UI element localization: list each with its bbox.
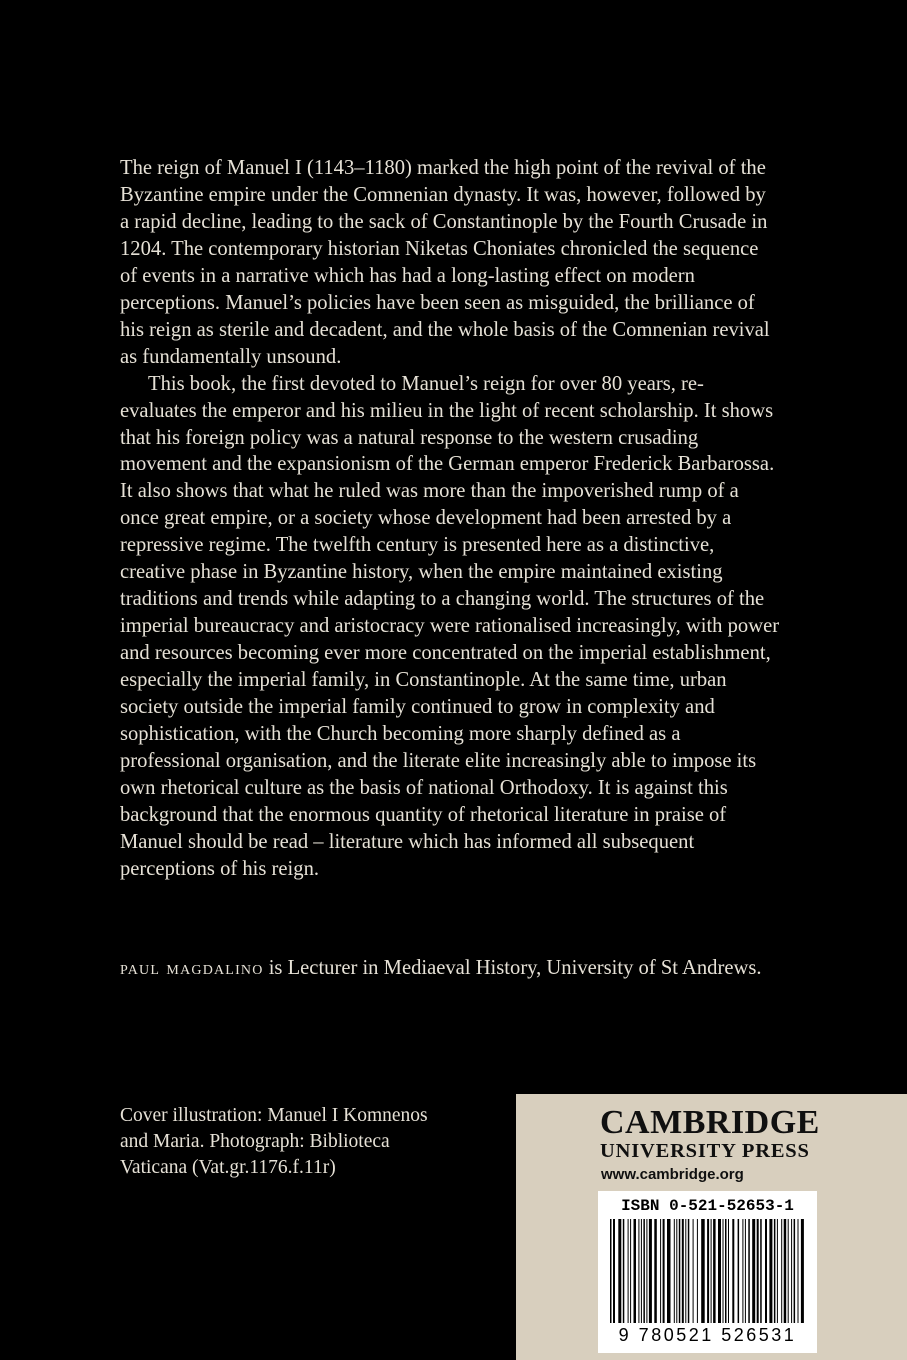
barcode-bar <box>613 1219 615 1323</box>
publisher-name: CAMBRIDGE <box>600 1104 820 1141</box>
barcode-bar <box>674 1219 675 1323</box>
barcode-bar <box>641 1219 642 1323</box>
publisher-url: www.cambridge.org <box>601 1166 744 1183</box>
cover-credit: Cover illustration: Manuel I Komnenos and Maria. Photograph: Biblioteca Vaticana (Vat.gr.1176.f.11r) <box>120 1105 428 1178</box>
barcode-bar <box>682 1219 684 1323</box>
barcode-bar <box>610 1219 612 1323</box>
barcode-bar <box>701 1219 705 1323</box>
barcode-bar <box>794 1219 796 1323</box>
barcode-bar <box>745 1219 746 1323</box>
barcode-bar <box>711 1219 712 1323</box>
publisher-subtitle: UNIVERSITY PRESS <box>600 1140 810 1162</box>
description-paragraph-2: This book, the first devoted to Manuel’s reign for over 80 years, re-evaluates the emperor and his milieu in the light of recent scholarship. It shows that his foreign policy was a natural response to the western crusading movement and the expansionism of the German emperor Frederick Barbarossa. It also shows that what he ruled was more than the impoverished rump of a once great empire, or a society whose development had been arrested by a repressive regime. The twelfth century is presented here as a distinctive, creative phase in Byzantine history, when the empire maintained existing traditions and trends while adapting to a changing world. The structures of the imperial bureaucracy and aristocracy were rationalised increasingly, with power and resources becoming ever more concentrated on the imperial establishment, especially the imperial family, in Constantinople. At the same time, urban society outside the imperial family continued to grow in complexity and sophistication, with the Church becoming more sharply defined as a professional organisation, and the literate elite increasingly able to impose its own rhetorical culture as the basis of national Orthodoxy. It is against this background that the enormous quantity of rhetorical literature in praise of Manuel should be read – literature which has informed all subsequent perceptions of his reign. <box>120 372 780 880</box>
barcode-number: 9 780521 526531 <box>618 1325 797 1345</box>
author-note <box>120 955 800 982</box>
barcode-bar <box>679 1219 681 1323</box>
barcode-bar <box>738 1219 740 1323</box>
barcode-bar <box>742 1219 743 1323</box>
barcode-bar <box>660 1219 661 1323</box>
barcode-bar <box>649 1219 652 1323</box>
barcode-bar <box>728 1219 729 1323</box>
barcode-bar <box>757 1219 759 1323</box>
barcode-bar <box>667 1219 671 1323</box>
barcode-bar <box>777 1219 778 1323</box>
barcode-bar <box>646 1219 647 1323</box>
barcode-bar <box>638 1219 639 1323</box>
barcode-bar <box>663 1219 665 1323</box>
barcode-bar <box>654 1219 657 1323</box>
barcode-bar <box>697 1219 698 1323</box>
barcode-bar <box>723 1219 724 1323</box>
barcode-bar <box>718 1219 721 1323</box>
barcode-bar <box>628 1219 629 1323</box>
barcode-icon <box>610 1219 805 1323</box>
barcode-bar <box>791 1219 792 1323</box>
barcode-bar <box>765 1219 767 1323</box>
barcode-bar <box>784 1219 787 1323</box>
barcode-bar <box>623 1219 625 1323</box>
description-paragraph-1: The reign of Manuel I (1143–1180) marked the high point of the revival of the Byzantine empire under the Comnenian dynasty. It was, however, followed by a rapid decline, leading to the sack of Constantinople by the Fourth Crusade in 1204. The contemporary historian Niketas Choniates chronicled the sequence of events in a narrative which has had a long-lasting effect on modern perceptions. Manuel’s policies have been seen as misguided, the brilliance of his reign as sterile and decadent, and the whole basis of the Comnenian revival as fundamentally unsound. <box>120 157 770 368</box>
barcode-box <box>598 1191 817 1353</box>
barcode-bar <box>693 1219 694 1323</box>
barcode-bar <box>748 1219 750 1323</box>
barcode-bar <box>685 1219 686 1323</box>
barcode-bar <box>760 1219 762 1323</box>
barcode-bar <box>688 1219 690 1323</box>
barcode-bar <box>713 1219 716 1323</box>
barcode-bar <box>774 1219 776 1323</box>
barcode-bar <box>618 1219 621 1323</box>
author-name: paul magdalino <box>120 957 264 979</box>
barcode-bar <box>676 1219 677 1323</box>
author-bio: is Lecturer in Mediaeval History, University of St Andrews. <box>263 957 762 979</box>
barcode-bar <box>630 1219 631 1323</box>
barcode-bar <box>725 1219 727 1323</box>
isbn-label: ISBN 0-521-52653-1 <box>621 1197 794 1215</box>
barcode-bar <box>634 1219 637 1323</box>
book-description <box>120 155 780 883</box>
barcode-bar <box>752 1219 755 1323</box>
barcode-bar <box>798 1219 799 1323</box>
barcode-bar <box>643 1219 645 1323</box>
barcode-bar <box>707 1219 709 1323</box>
barcode-bar <box>769 1219 772 1323</box>
barcode-bar <box>788 1219 789 1323</box>
barcode-bar <box>801 1219 804 1323</box>
barcode-bar <box>732 1219 734 1323</box>
publisher-panel <box>516 1094 907 1360</box>
barcode-bar <box>781 1219 782 1323</box>
